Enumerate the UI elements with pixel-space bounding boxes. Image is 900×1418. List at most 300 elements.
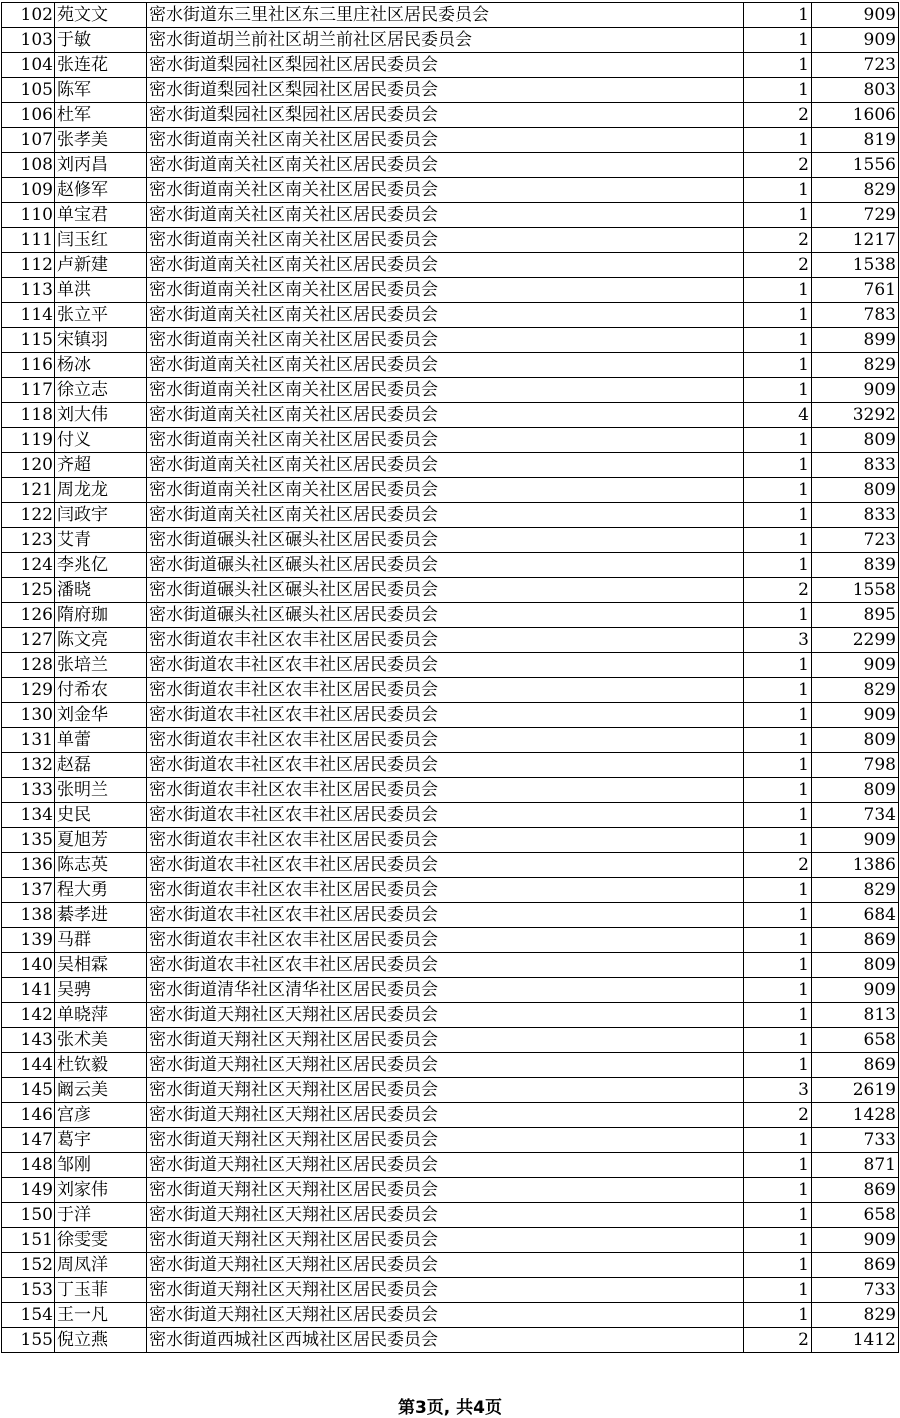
person-name-cell: 葛宇	[55, 1128, 147, 1153]
person-name-cell: 周龙龙	[55, 478, 147, 503]
amount-cell: 909	[812, 28, 899, 53]
row-index-cell: 132	[2, 753, 55, 778]
community-organization-cell: 密水街道农丰社区农丰社区居民委员会	[147, 903, 744, 928]
row-index-cell: 105	[2, 78, 55, 103]
row-index-cell: 148	[2, 1153, 55, 1178]
household-count-cell: 1	[744, 778, 812, 803]
row-index-cell: 104	[2, 53, 55, 78]
community-organization-cell: 密水街道南关社区南关社区居民委员会	[147, 353, 744, 378]
row-index-cell: 133	[2, 778, 55, 803]
row-index-cell: 138	[2, 903, 55, 928]
household-count-cell: 1	[744, 903, 812, 928]
person-name-cell: 陈文亮	[55, 628, 147, 653]
amount-cell: 1556	[812, 153, 899, 178]
community-organization-cell: 密水街道天翔社区天翔社区居民委员会	[147, 1003, 744, 1028]
amount-cell: 734	[812, 803, 899, 828]
person-name-cell: 付希农	[55, 678, 147, 703]
household-count-cell: 1	[744, 1003, 812, 1028]
community-organization-cell: 密水街道农丰社区农丰社区居民委员会	[147, 778, 744, 803]
household-count-cell: 2	[744, 253, 812, 278]
community-organization-cell: 密水街道农丰社区农丰社区居民委员会	[147, 853, 744, 878]
table-row	[2, 728, 899, 753]
community-organization-cell: 密水街道南关社区南关社区居民委员会	[147, 503, 744, 528]
amount-cell: 869	[812, 1178, 899, 1203]
amount-cell: 658	[812, 1028, 899, 1053]
household-count-cell: 1	[744, 1028, 812, 1053]
person-name-cell: 张培兰	[55, 653, 147, 678]
person-name-cell: 邹刚	[55, 1153, 147, 1178]
amount-cell: 1558	[812, 578, 899, 603]
amount-cell: 729	[812, 203, 899, 228]
row-index-cell: 103	[2, 28, 55, 53]
row-index-cell: 122	[2, 503, 55, 528]
household-count-cell: 2	[744, 578, 812, 603]
household-count-cell: 1	[744, 203, 812, 228]
amount-cell: 833	[812, 453, 899, 478]
household-count-cell: 1	[744, 1053, 812, 1078]
household-count-cell: 4	[744, 403, 812, 428]
table-row	[2, 253, 899, 278]
household-count-cell: 1	[744, 878, 812, 903]
household-count-cell: 2	[744, 1328, 812, 1353]
community-organization-cell: 密水街道南关社区南关社区居民委员会	[147, 228, 744, 253]
amount-cell: 895	[812, 603, 899, 628]
table-row	[2, 3, 899, 28]
table-row	[2, 1153, 899, 1178]
household-count-cell: 1	[744, 53, 812, 78]
row-index-cell: 141	[2, 978, 55, 1003]
amount-cell: 761	[812, 278, 899, 303]
row-index-cell: 134	[2, 803, 55, 828]
person-name-cell: 单晓萍	[55, 1003, 147, 1028]
table-row	[2, 1003, 899, 1028]
amount-cell: 803	[812, 78, 899, 103]
household-count-cell: 1	[744, 678, 812, 703]
amount-cell: 733	[812, 1278, 899, 1303]
person-name-cell: 张孝美	[55, 128, 147, 153]
community-organization-cell: 密水街道梨园社区梨园社区居民委员会	[147, 103, 744, 128]
household-count-cell: 2	[744, 103, 812, 128]
household-count-cell: 1	[744, 928, 812, 953]
community-organization-cell: 密水街道农丰社区农丰社区居民委员会	[147, 928, 744, 953]
table-row	[2, 353, 899, 378]
row-index-cell: 135	[2, 828, 55, 853]
person-name-cell: 宫彦	[55, 1103, 147, 1128]
row-index-cell: 143	[2, 1028, 55, 1053]
row-index-cell: 127	[2, 628, 55, 653]
person-name-cell: 徐立志	[55, 378, 147, 403]
person-name-cell: 隋府珈	[55, 603, 147, 628]
person-name-cell: 单宝君	[55, 203, 147, 228]
person-name-cell: 陈志英	[55, 853, 147, 878]
household-count-cell: 1	[744, 828, 812, 853]
amount-cell: 829	[812, 1303, 899, 1328]
person-name-cell: 艾青	[55, 528, 147, 553]
amount-cell: 809	[812, 778, 899, 803]
amount-cell: 909	[812, 703, 899, 728]
household-count-cell: 1	[744, 1153, 812, 1178]
row-index-cell: 147	[2, 1128, 55, 1153]
table-row	[2, 1253, 899, 1278]
community-organization-cell: 密水街道南关社区南关社区居民委员会	[147, 153, 744, 178]
table-row	[2, 1328, 899, 1353]
amount-cell: 798	[812, 753, 899, 778]
person-name-cell: 吴骋	[55, 978, 147, 1003]
person-name-cell: 马群	[55, 928, 147, 953]
household-count-cell: 1	[744, 1178, 812, 1203]
household-count-cell: 1	[744, 728, 812, 753]
row-index-cell: 117	[2, 378, 55, 403]
amount-cell: 1606	[812, 103, 899, 128]
community-organization-cell: 密水街道南关社区南关社区居民委员会	[147, 178, 744, 203]
row-index-cell: 119	[2, 428, 55, 453]
person-name-cell: 苑文文	[55, 3, 147, 28]
household-count-cell: 1	[744, 478, 812, 503]
person-name-cell: 徐雯雯	[55, 1228, 147, 1253]
community-organization-cell: 密水街道天翔社区天翔社区居民委员会	[147, 1128, 744, 1153]
household-count-cell: 1	[744, 803, 812, 828]
amount-cell: 869	[812, 1253, 899, 1278]
person-name-cell: 张连花	[55, 53, 147, 78]
person-name-cell: 杜钦毅	[55, 1053, 147, 1078]
table-row	[2, 128, 899, 153]
table-row	[2, 628, 899, 653]
person-name-cell: 闫玉红	[55, 228, 147, 253]
household-count-cell: 1	[744, 353, 812, 378]
person-name-cell: 杜军	[55, 103, 147, 128]
amount-cell: 829	[812, 353, 899, 378]
community-organization-cell: 密水街道南关社区南关社区居民委员会	[147, 278, 744, 303]
row-index-cell: 155	[2, 1328, 55, 1353]
person-name-cell: 史民	[55, 803, 147, 828]
table-row	[2, 153, 899, 178]
community-organization-cell: 密水街道天翔社区天翔社区居民委员会	[147, 1103, 744, 1128]
household-count-cell: 1	[744, 428, 812, 453]
amount-cell: 809	[812, 728, 899, 753]
household-count-cell: 1	[744, 503, 812, 528]
table-row	[2, 53, 899, 78]
community-organization-cell: 密水街道梨园社区梨园社区居民委员会	[147, 53, 744, 78]
community-organization-cell: 密水街道清华社区清华社区居民委员会	[147, 978, 744, 1003]
household-count-cell: 2	[744, 853, 812, 878]
row-index-cell: 114	[2, 303, 55, 328]
table-row	[2, 178, 899, 203]
household-count-cell: 1	[744, 603, 812, 628]
community-organization-cell: 密水街道天翔社区天翔社区居民委员会	[147, 1178, 744, 1203]
row-index-cell: 109	[2, 178, 55, 203]
household-count-cell: 1	[744, 453, 812, 478]
household-count-cell: 1	[744, 3, 812, 28]
household-count-cell: 1	[744, 953, 812, 978]
amount-cell: 871	[812, 1153, 899, 1178]
table-row	[2, 1203, 899, 1228]
row-index-cell: 111	[2, 228, 55, 253]
amount-cell: 909	[812, 378, 899, 403]
community-organization-cell: 密水街道农丰社区农丰社区居民委员会	[147, 753, 744, 778]
amount-cell: 684	[812, 903, 899, 928]
community-organization-cell: 密水街道农丰社区农丰社区居民委员会	[147, 703, 744, 728]
community-organization-cell: 密水街道农丰社区农丰社区居民委员会	[147, 728, 744, 753]
household-count-cell: 2	[744, 1103, 812, 1128]
person-name-cell: 单洪	[55, 278, 147, 303]
household-count-cell: 1	[744, 1278, 812, 1303]
person-name-cell: 刘金华	[55, 703, 147, 728]
amount-cell: 1217	[812, 228, 899, 253]
household-count-cell: 2	[744, 228, 812, 253]
household-count-cell: 1	[744, 753, 812, 778]
amount-cell: 829	[812, 178, 899, 203]
community-organization-cell: 密水街道碾头社区碾头社区居民委员会	[147, 578, 744, 603]
person-name-cell: 王一凡	[55, 1303, 147, 1328]
community-organization-cell: 密水街道南关社区南关社区居民委员会	[147, 203, 744, 228]
table-row	[2, 1228, 899, 1253]
household-count-cell: 1	[744, 278, 812, 303]
amount-cell: 909	[812, 828, 899, 853]
amount-cell: 909	[812, 653, 899, 678]
row-index-cell: 146	[2, 1103, 55, 1128]
household-count-cell: 3	[744, 1078, 812, 1103]
community-organization-cell: 密水街道天翔社区天翔社区居民委员会	[147, 1153, 744, 1178]
person-name-cell: 刘丙昌	[55, 153, 147, 178]
community-organization-cell: 密水街道南关社区南关社区居民委员会	[147, 303, 744, 328]
table-row	[2, 28, 899, 53]
community-organization-cell: 密水街道农丰社区农丰社区居民委员会	[147, 678, 744, 703]
table-row	[2, 478, 899, 503]
row-index-cell: 116	[2, 353, 55, 378]
row-index-cell: 149	[2, 1178, 55, 1203]
amount-cell: 813	[812, 1003, 899, 1028]
person-name-cell: 卢新建	[55, 253, 147, 278]
table-row	[2, 578, 899, 603]
community-organization-cell: 密水街道南关社区南关社区居民委员会	[147, 428, 744, 453]
row-index-cell: 137	[2, 878, 55, 903]
person-name-cell: 张明兰	[55, 778, 147, 803]
row-index-cell: 152	[2, 1253, 55, 1278]
household-count-cell: 1	[744, 328, 812, 353]
amount-cell: 809	[812, 953, 899, 978]
row-index-cell: 108	[2, 153, 55, 178]
row-index-cell: 106	[2, 103, 55, 128]
table-row	[2, 953, 899, 978]
table-row	[2, 553, 899, 578]
amount-cell: 783	[812, 303, 899, 328]
row-index-cell: 150	[2, 1203, 55, 1228]
table-row	[2, 503, 899, 528]
row-index-cell: 131	[2, 728, 55, 753]
community-organization-cell: 密水街道天翔社区天翔社区居民委员会	[147, 1228, 744, 1253]
household-count-cell: 1	[744, 978, 812, 1003]
household-count-cell: 1	[744, 303, 812, 328]
person-name-cell: 张术美	[55, 1028, 147, 1053]
person-name-cell: 于洋	[55, 1203, 147, 1228]
table-row	[2, 103, 899, 128]
person-name-cell: 齐超	[55, 453, 147, 478]
amount-cell: 1428	[812, 1103, 899, 1128]
table-row	[2, 1128, 899, 1153]
table-row	[2, 1178, 899, 1203]
amount-cell: 829	[812, 878, 899, 903]
household-count-cell: 1	[744, 653, 812, 678]
person-name-cell: 陈军	[55, 78, 147, 103]
household-count-cell: 1	[744, 1128, 812, 1153]
community-organization-cell: 密水街道农丰社区农丰社区居民委员会	[147, 953, 744, 978]
table-row	[2, 878, 899, 903]
household-count-cell: 1	[744, 1228, 812, 1253]
community-organization-cell: 密水街道南关社区南关社区居民委员会	[147, 128, 744, 153]
table-row	[2, 603, 899, 628]
table-row	[2, 703, 899, 728]
community-organization-cell: 密水街道胡兰前社区胡兰前社区居民委员会	[147, 28, 744, 53]
row-index-cell: 153	[2, 1278, 55, 1303]
person-name-cell: 宋镇羽	[55, 328, 147, 353]
community-organization-cell: 密水街道南关社区南关社区居民委员会	[147, 378, 744, 403]
row-index-cell: 144	[2, 1053, 55, 1078]
community-organization-cell: 密水街道农丰社区农丰社区居民委员会	[147, 803, 744, 828]
amount-cell: 869	[812, 1053, 899, 1078]
community-organization-cell: 密水街道碾头社区碾头社区居民委员会	[147, 603, 744, 628]
row-index-cell: 115	[2, 328, 55, 353]
row-index-cell: 120	[2, 453, 55, 478]
community-organization-cell: 密水街道天翔社区天翔社区居民委员会	[147, 1278, 744, 1303]
community-organization-cell: 密水街道天翔社区天翔社区居民委员会	[147, 1303, 744, 1328]
household-count-cell: 1	[744, 178, 812, 203]
table-row	[2, 903, 899, 928]
person-name-cell: 赵修军	[55, 178, 147, 203]
community-organization-cell: 密水街道南关社区南关社区居民委员会	[147, 253, 744, 278]
person-name-cell: 倪立燕	[55, 1328, 147, 1353]
row-index-cell: 124	[2, 553, 55, 578]
row-index-cell: 154	[2, 1303, 55, 1328]
table-row	[2, 778, 899, 803]
community-organization-cell: 密水街道碾头社区碾头社区居民委员会	[147, 553, 744, 578]
amount-cell: 809	[812, 478, 899, 503]
table-row	[2, 78, 899, 103]
row-index-cell: 110	[2, 203, 55, 228]
row-index-cell: 130	[2, 703, 55, 728]
community-organization-cell: 密水街道天翔社区天翔社区居民委员会	[147, 1053, 744, 1078]
person-name-cell: 綦孝进	[55, 903, 147, 928]
amount-cell: 839	[812, 553, 899, 578]
community-organization-cell: 密水街道东三里社区东三里庄社区居民委员会	[147, 3, 744, 28]
community-organization-cell: 密水街道西城社区西城社区居民委员会	[147, 1328, 744, 1353]
household-count-cell: 1	[744, 378, 812, 403]
household-count-cell: 1	[744, 78, 812, 103]
person-name-cell: 吴相霖	[55, 953, 147, 978]
row-index-cell: 113	[2, 278, 55, 303]
community-organization-cell: 密水街道农丰社区农丰社区居民委员会	[147, 878, 744, 903]
person-name-cell: 杨冰	[55, 353, 147, 378]
amount-cell: 899	[812, 328, 899, 353]
table-row	[2, 1053, 899, 1078]
person-name-cell: 丁玉菲	[55, 1278, 147, 1303]
amount-cell: 1538	[812, 253, 899, 278]
amount-cell: 909	[812, 978, 899, 1003]
amount-cell: 733	[812, 1128, 899, 1153]
amount-cell: 909	[812, 1228, 899, 1253]
row-index-cell: 145	[2, 1078, 55, 1103]
person-name-cell: 于敏	[55, 28, 147, 53]
person-name-cell: 李兆亿	[55, 553, 147, 578]
person-name-cell: 阚云美	[55, 1078, 147, 1103]
table-row	[2, 1303, 899, 1328]
community-organization-cell: 密水街道南关社区南关社区居民委员会	[147, 453, 744, 478]
table-row	[2, 803, 899, 828]
person-name-cell: 刘家伟	[55, 1178, 147, 1203]
community-organization-cell: 密水街道天翔社区天翔社区居民委员会	[147, 1028, 744, 1053]
person-name-cell: 张立平	[55, 303, 147, 328]
table-row	[2, 428, 899, 453]
person-name-cell: 程大勇	[55, 878, 147, 903]
row-index-cell: 102	[2, 3, 55, 28]
table-row	[2, 653, 899, 678]
row-index-cell: 142	[2, 1003, 55, 1028]
amount-cell: 809	[812, 428, 899, 453]
row-index-cell: 139	[2, 928, 55, 953]
person-name-cell: 赵磊	[55, 753, 147, 778]
row-index-cell: 107	[2, 128, 55, 153]
table-row	[2, 278, 899, 303]
table-row	[2, 203, 899, 228]
community-organization-cell: 密水街道天翔社区天翔社区居民委员会	[147, 1203, 744, 1228]
amount-cell: 833	[812, 503, 899, 528]
community-organization-cell: 密水街道天翔社区天翔社区居民委员会	[147, 1253, 744, 1278]
community-organization-cell: 密水街道天翔社区天翔社区居民委员会	[147, 1078, 744, 1103]
amount-cell: 723	[812, 528, 899, 553]
person-name-cell: 潘晓	[55, 578, 147, 603]
household-count-cell: 1	[744, 1203, 812, 1228]
table-row	[2, 828, 899, 853]
community-organization-cell: 密水街道农丰社区农丰社区居民委员会	[147, 653, 744, 678]
table-row	[2, 528, 899, 553]
person-name-cell: 单蕾	[55, 728, 147, 753]
table-row	[2, 978, 899, 1003]
beneficiary-table	[1, 2, 899, 1353]
amount-cell: 829	[812, 678, 899, 703]
household-count-cell: 3	[744, 628, 812, 653]
amount-cell: 3292	[812, 403, 899, 428]
household-count-cell: 1	[744, 28, 812, 53]
row-index-cell: 129	[2, 678, 55, 703]
community-organization-cell: 密水街道碾头社区碾头社区居民委员会	[147, 528, 744, 553]
page-footer: 第3页, 共4页	[397, 1398, 503, 1418]
table-row	[2, 403, 899, 428]
table-row	[2, 378, 899, 403]
row-index-cell: 118	[2, 403, 55, 428]
person-name-cell: 闫政宇	[55, 503, 147, 528]
table-row	[2, 1028, 899, 1053]
community-organization-cell: 密水街道农丰社区农丰社区居民委员会	[147, 828, 744, 853]
community-organization-cell: 密水街道梨园社区梨园社区居民委员会	[147, 78, 744, 103]
row-index-cell: 123	[2, 528, 55, 553]
amount-cell: 658	[812, 1203, 899, 1228]
household-count-cell: 2	[744, 153, 812, 178]
person-name-cell: 刘大伟	[55, 403, 147, 428]
community-organization-cell: 密水街道南关社区南关社区居民委员会	[147, 328, 744, 353]
person-name-cell: 夏旭芳	[55, 828, 147, 853]
household-count-cell: 1	[744, 1303, 812, 1328]
table-row	[2, 1278, 899, 1303]
household-count-cell: 1	[744, 528, 812, 553]
community-organization-cell: 密水街道南关社区南关社区居民委员会	[147, 403, 744, 428]
row-index-cell: 128	[2, 653, 55, 678]
amount-cell: 1412	[812, 1328, 899, 1353]
table-row	[2, 1103, 899, 1128]
row-index-cell: 140	[2, 953, 55, 978]
household-count-cell: 1	[744, 553, 812, 578]
table-row	[2, 453, 899, 478]
amount-cell: 2299	[812, 628, 899, 653]
household-count-cell: 1	[744, 128, 812, 153]
